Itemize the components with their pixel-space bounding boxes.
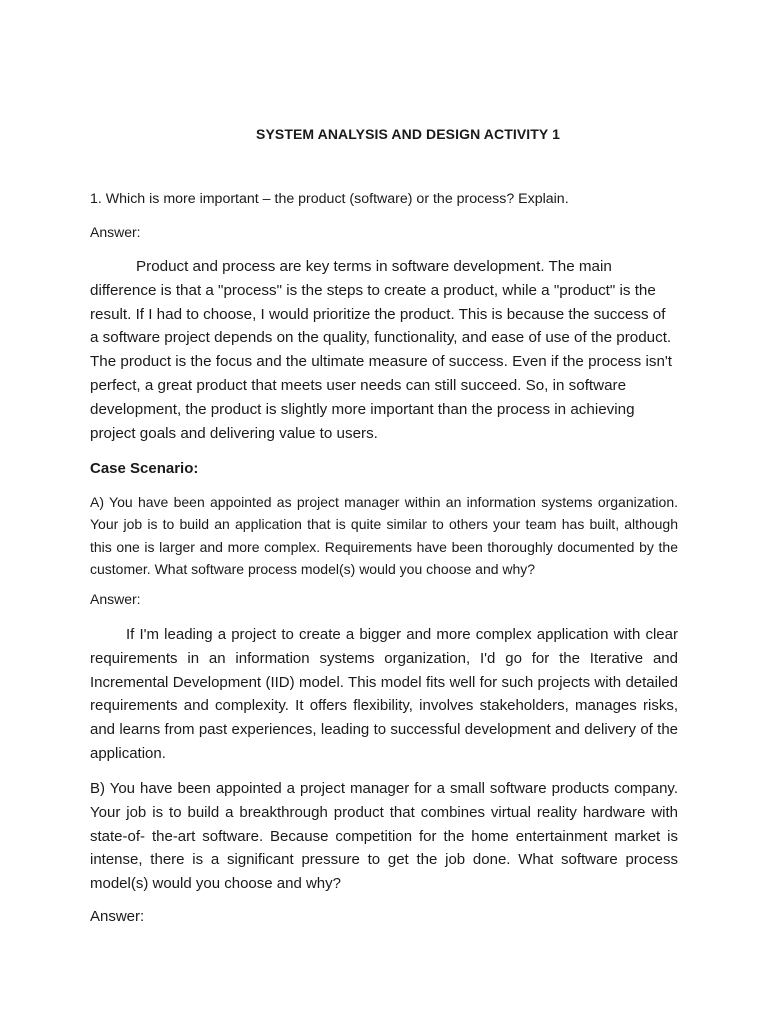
- answer-a-paragraph: [90, 623, 678, 766]
- document-title: SYSTEM ANALYSIS AND DESIGN ACTIVITY 1: [256, 126, 560, 142]
- answer-label-1: Answer:: [90, 224, 141, 240]
- question-1: 1. Which is more important – the product (software) or the process? Explain.: [90, 191, 569, 207]
- answer-label-3: Answer:: [90, 908, 145, 925]
- answer-label-2: Answer:: [90, 591, 141, 607]
- case-scenario-heading: Case Scenario:: [90, 460, 199, 477]
- question-a: A) You have been appointed as project manager within an information systems organization. Your job is to build an application that is quite similar to others your team has built, although this one is larger and more complex. Requirements have been thoroughly documented by the customer. What software process model(s) would you choose and why?: [90, 494, 678, 578]
- answer-a-text: If I'm leading a project to create a bigger and more complex application with clear requirements in an information systems organization, I'd go for the Iterative and Incremental Development (IID) model. This model fits well for such projects with detailed requirements and complexity. It offers flexibility, involves stakeholders, manages risks, and learns from past experiences, leading to successful development and delivery of the application.: [90, 626, 678, 762]
- answer-1-paragraph: [90, 255, 678, 445]
- question-b: B) You have been appointed a project manager for a small software products company. Your job is to build a breakthrough product that combines virtual reality hardware with state-of- the-art software. Because competition for the home entertainment market is intense, there is a significant pressure to get the job done. What software process model(s) would you choose and why?: [90, 780, 678, 893]
- answer-1-text: Product and process are key terms in software development. The main difference is that a "process" is the steps to create a product, while a "product" is the result. If I had to choose, I would prioritize the product. This is because the success of a software project depends on the quality, functionality, and ease of use of the product. The product is the focus and the ultimate measure of success. Even if the process isn't perfect, a great product that meets user needs can still succeed. So, in software development, the product is slightly more important than the process in achieving project goals and delivering value to users.: [90, 258, 673, 442]
